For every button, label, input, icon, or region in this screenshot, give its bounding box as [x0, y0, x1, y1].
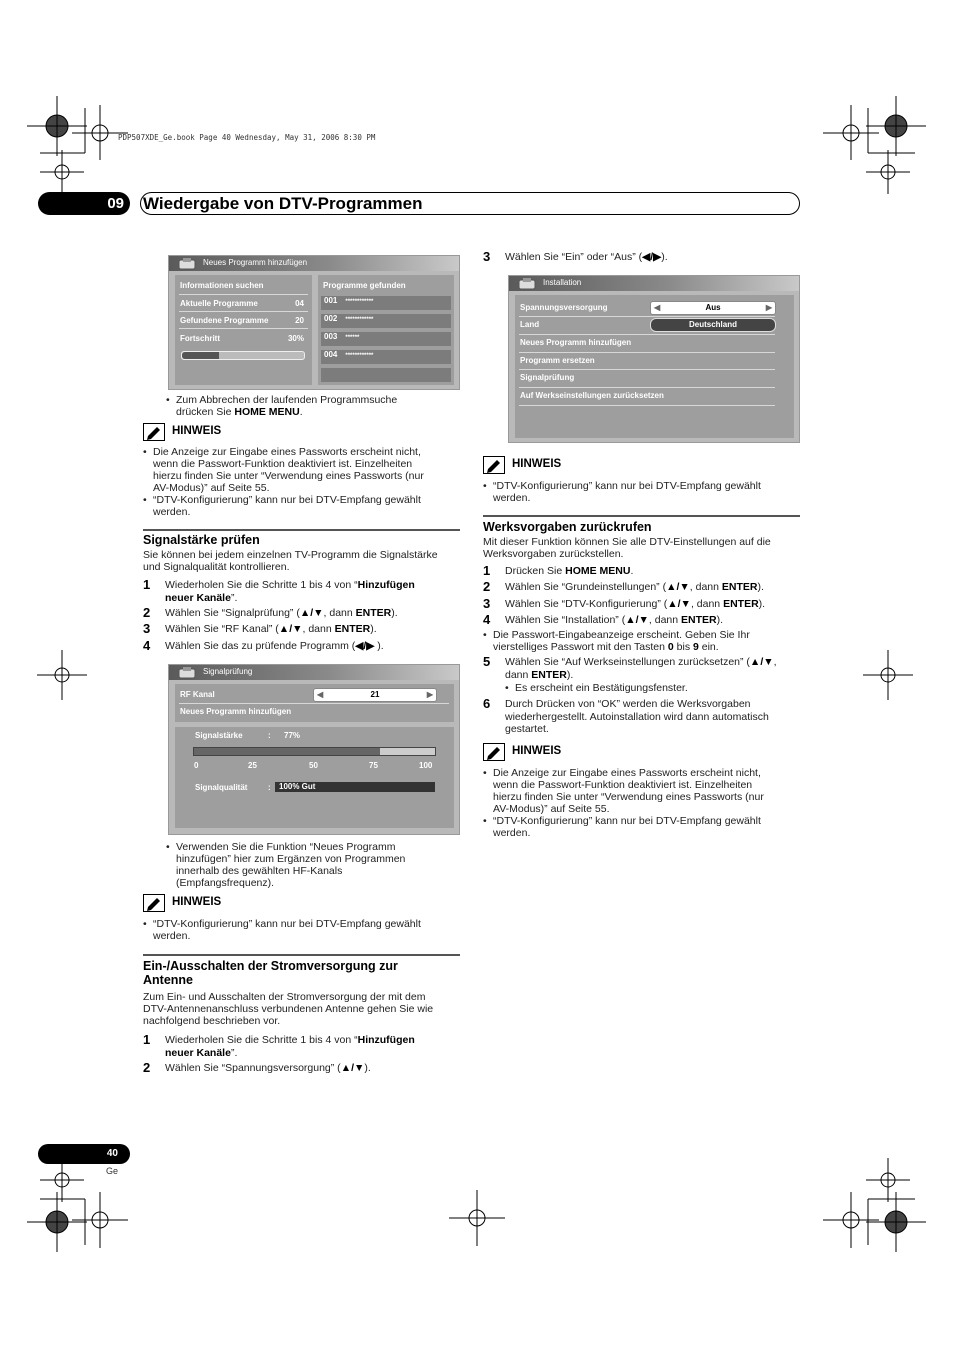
- page-number: 40: [38, 1144, 130, 1164]
- divider: [179, 294, 308, 295]
- screen-title: Installation: [543, 278, 582, 287]
- strength-fill: [194, 748, 380, 755]
- colon: :: [268, 783, 271, 792]
- arrow-left-icon[interactable]: ◀: [654, 303, 661, 312]
- add-program-label: Neues Programm hinzufügen: [180, 707, 292, 716]
- strength-bar: [193, 747, 436, 756]
- screen-title: Neues Programm hinzufügen: [203, 258, 308, 267]
- quality-value: 100% Gut: [275, 782, 435, 792]
- section-intro: Zum Ein- und Ausschalten der Stromversorgung der mit dem DTV-Antennenanschluss verbundenen Antenne gehen Sie wie nachfolgend beschrieben vor.: [143, 991, 434, 1027]
- note-label: HINWEIS: [512, 458, 562, 470]
- page-language: Ge: [106, 1166, 119, 1176]
- row-label: Gefundene Programme: [180, 316, 269, 325]
- section-intro: Sie können bei jedem einzelnen TV-Programm die Signalstärke und Signalqualität kontrollieren.: [143, 549, 438, 573]
- note-pencil-icon: [483, 743, 505, 761]
- remote-hand-icon: [517, 277, 539, 291]
- menu-item-land[interactable]: Land: [520, 320, 540, 329]
- divider: [179, 328, 308, 329]
- program-row: 003 ******: [321, 332, 451, 346]
- divider: [519, 387, 775, 388]
- note-text: Die Anzeige zur Eingabe eines Passworts erscheint nicht, wenn die Passwort-Funktion deaktiviert ist. Einzelheiten hierzu finden Sie unter “Verwendung eines Passworts (nur AV-Modus)” auf Seite 55.: [153, 446, 424, 494]
- installation-panel: [515, 295, 794, 438]
- scale-label: 25: [248, 761, 257, 770]
- divider: [519, 405, 775, 406]
- found-panel: [318, 275, 454, 385]
- note-label: HINWEIS: [172, 896, 222, 908]
- search-panel: [175, 275, 312, 385]
- menu-item-signal[interactable]: Signalprüfung: [520, 373, 575, 382]
- section-title: Ein-/Ausschalten der Stromversorgung zur Antenne: [143, 959, 398, 987]
- scale-label: 75: [369, 761, 378, 770]
- note-label: HINWEIS: [172, 425, 222, 437]
- rf-label: RF Kanal: [180, 690, 215, 699]
- chapter-title: Wiedergabe von DTV-Programmen: [143, 194, 423, 213]
- signal-panel: [175, 727, 454, 828]
- screen-signalpruefung: [168, 664, 460, 835]
- row-value: 04: [295, 299, 304, 308]
- progress-fill: [182, 352, 219, 359]
- section-intro: Mit dieser Funktion können Sie alle DTV-Einstellungen auf die Werksvorgaben zurückstellen.: [483, 536, 771, 560]
- screen-title: Signalprüfung: [203, 667, 253, 676]
- divider: [519, 352, 775, 353]
- arrow-left-icon[interactable]: ◀: [317, 690, 324, 699]
- program-row: 004 ************: [321, 350, 451, 364]
- program-row-empty: [321, 368, 451, 382]
- chapter-number: 09: [38, 192, 130, 215]
- colon: :: [268, 731, 271, 740]
- scale-label: 0: [194, 761, 199, 770]
- search-header: Informationen suchen: [180, 281, 264, 290]
- found-header: Programme gefunden: [323, 281, 406, 290]
- scale-label: 100: [419, 761, 433, 770]
- program-row: 001 ************: [321, 296, 451, 310]
- divider: [519, 334, 775, 335]
- strength-value: 77%: [284, 731, 301, 740]
- row-value: 30%: [287, 334, 304, 343]
- remote-hand-icon: [177, 257, 199, 271]
- menu-item-power[interactable]: Spannungsversorgung: [520, 303, 608, 312]
- menu-item-add[interactable]: Neues Programm hinzufügen: [520, 338, 632, 347]
- divider: [179, 703, 449, 704]
- section-rule: [483, 515, 800, 517]
- print-info-line: PDP507XDE_Ge.book Page 40 Wednesday, May 31, 2006 8:30 PM: [118, 133, 376, 142]
- section-rule: [143, 954, 460, 956]
- arrow-right-icon[interactable]: ▶: [765, 303, 772, 312]
- divider: [519, 316, 775, 317]
- divider: [179, 311, 308, 312]
- screen-installation: [508, 275, 800, 443]
- row-value: 20: [295, 316, 304, 325]
- power-select[interactable]: ◀ Aus ▶: [650, 301, 776, 315]
- section-title: Werksvorgaben zurückrufen: [483, 520, 652, 534]
- section-rule: [143, 529, 460, 531]
- row-label: Aktuelle Programme: [180, 299, 258, 308]
- note-pencil-icon: [483, 456, 505, 474]
- note-label: HINWEIS: [512, 745, 562, 757]
- scale-label: 50: [309, 761, 318, 770]
- menu-item-reset[interactable]: Auf Werkseinstellungen zurücksetzen: [520, 391, 664, 400]
- screen-neues-programm: [168, 255, 460, 390]
- rf-channel-select[interactable]: ◀ 21 ▶: [313, 688, 437, 702]
- remote-hand-icon: [177, 666, 199, 680]
- note-pencil-icon: [143, 423, 165, 441]
- country-select[interactable]: Deutschland: [650, 318, 776, 332]
- divider: [519, 369, 775, 370]
- note-pencil-icon: [143, 894, 165, 912]
- menu-item-replace[interactable]: Programm ersetzen: [520, 356, 595, 365]
- progress-bar: [181, 351, 305, 360]
- row-label: Fortschritt: [180, 334, 220, 343]
- rf-panel: [175, 684, 454, 722]
- section-title: Signalstärke prüfen: [143, 533, 260, 547]
- strength-label: Signalstärke: [195, 731, 243, 740]
- quality-label: Signalqualität: [195, 783, 248, 792]
- arrow-right-icon[interactable]: ▶: [426, 690, 433, 699]
- program-row: 002 ************: [321, 314, 451, 328]
